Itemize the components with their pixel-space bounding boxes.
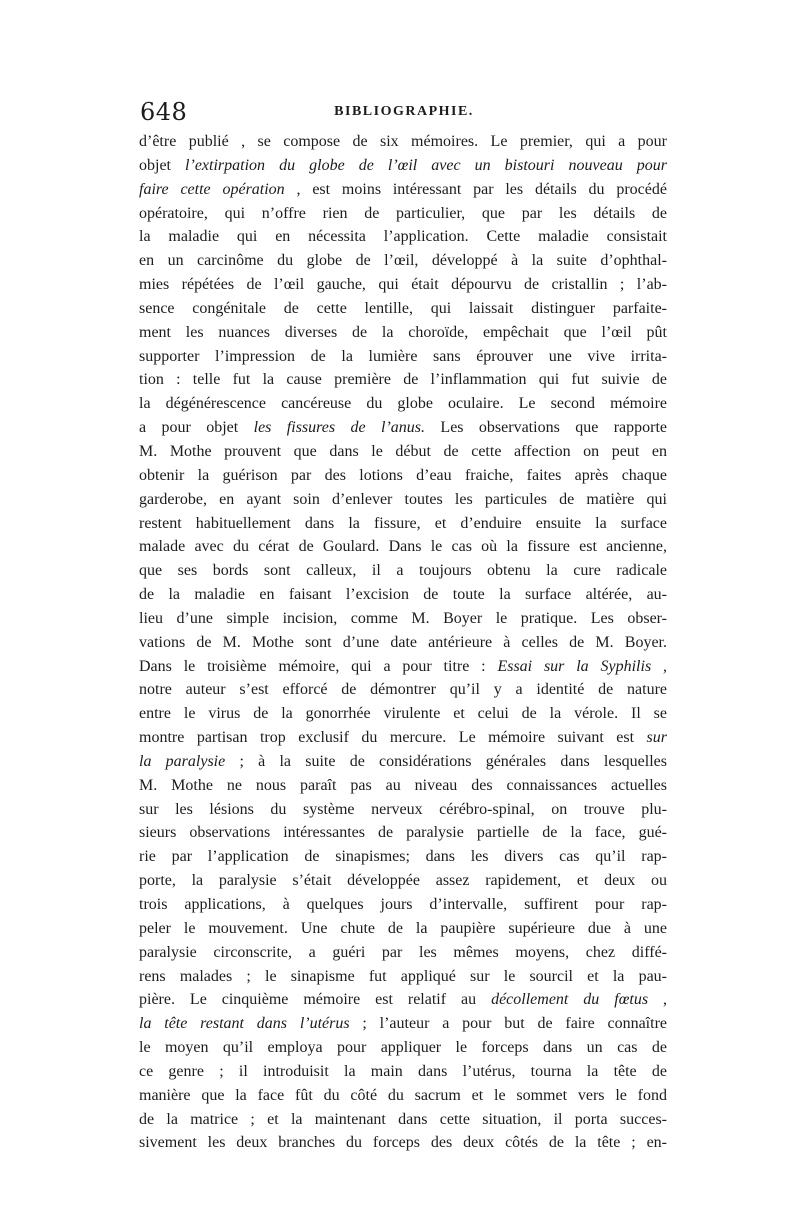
text-run: ; à la suite de considérations générales dans lesquelles (225, 752, 667, 770)
text-run: porte, la paralysie s’était développée assez rapidement, et deux ou (139, 872, 667, 890)
text-line (139, 631, 667, 655)
text-line (139, 845, 667, 869)
text-run: en un carcinôme du globe de l’œil, développé à la suite d’ophthal- (139, 252, 667, 270)
text-line (139, 488, 667, 512)
body-text (139, 130, 667, 1155)
text-line (139, 1131, 667, 1155)
text-run: entre le virus de la gonorrhée virulente et celui de la vérole. Il se (139, 705, 667, 723)
text-line (139, 535, 667, 559)
running-head: BIBLIOGRAPHIE. (334, 104, 474, 119)
text-run: restent habituellement dans la fissure, et d’enduire ensuite la surface (139, 514, 667, 532)
text-line (139, 1036, 667, 1060)
page-header (140, 97, 668, 127)
text-run: peler le mouvement. Une chute de la paupière supérieure due à une (139, 919, 667, 937)
text-run: ; l’auteur a pour but de faire connaître (349, 1015, 667, 1033)
text-line (139, 249, 667, 273)
text-line (139, 774, 667, 798)
text-run: Les observations que rapporte (425, 419, 667, 437)
text-line (139, 869, 667, 893)
text-run: sence congénitale de cette lentille, qui laissait distinguer parfaite- (139, 299, 667, 317)
italic-text: faire cette opération (139, 180, 285, 198)
text-line (139, 392, 667, 416)
text-line (139, 1060, 667, 1084)
text-line (139, 440, 667, 464)
text-run: opératoire, qui n’offre rien de particulier, que par les détails de (139, 204, 667, 222)
text-run: supporter l’impression de la lumière sans éprouver une vive irrita- (139, 347, 667, 365)
text-run: pière. Le cinquième mémoire est relatif au (139, 991, 492, 1009)
text-line (139, 917, 667, 941)
text-run: objet (139, 156, 186, 174)
text-run: de la matrice ; et la maintenant dans cette situation, il porta succes- (139, 1110, 667, 1128)
text-line (139, 798, 667, 822)
text-run: , (648, 991, 667, 1009)
text-line (139, 345, 667, 369)
text-line (139, 702, 667, 726)
text-line (139, 678, 667, 702)
text-run: malade avec du cérat de Goulard. Dans le cas où la fissure est ancienne, (139, 538, 667, 556)
text-line (139, 726, 667, 750)
text-line (139, 512, 667, 536)
text-line (139, 607, 667, 631)
italic-text: décollement du fœtus (491, 991, 649, 1009)
text-line (139, 202, 667, 226)
text-run: , (651, 657, 668, 675)
text-run: que ses bords sont calleux, il a toujours obtenu la cure radicale (139, 562, 667, 580)
text-run: garderobe, en ayant soin d’enlever toutes les particules de matière qui (139, 490, 667, 508)
text-run: la dégénérescence cancéreuse du globe oculaire. Le second mémoire (139, 395, 667, 413)
text-run: M. Mothe prouvent que dans le début de cette affection on peut en (139, 442, 667, 460)
text-run: Dans le troisième mémoire, qui a pour titre : (139, 657, 498, 675)
text-line (139, 583, 667, 607)
text-run: montre partisan trop exclusif du mercure. Le mémoire suivant est (139, 729, 647, 747)
text-line (139, 655, 667, 679)
text-line (139, 750, 667, 774)
text-line (139, 416, 667, 440)
text-line (139, 368, 667, 392)
text-line (139, 1084, 667, 1108)
text-run: trois applications, à quelques jours d’intervalle, suffirent pour rap- (139, 896, 667, 913)
text-run: d’être publié , se compose de six mémoires. Le premier, qui a pour (139, 133, 667, 150)
text-line (139, 130, 667, 154)
text-run: , est moins intéressant par les détails du procédé (284, 180, 667, 198)
text-run: tion : telle fut la cause première de l’inflammation qui fut suivie de (139, 371, 667, 389)
text-line (139, 154, 667, 178)
text-line (139, 1012, 667, 1036)
italic-text: l’extirpation du globe de l’œil avec un bistouri nouveau pour (185, 156, 667, 174)
italic-text: la tête restant dans l’utérus (139, 1015, 350, 1033)
text-run: mies répétées de l’œil gauche, qui était dépourvu de cristallin ; l’ab- (139, 276, 667, 294)
page-number: 648 (140, 98, 188, 126)
text-line (139, 559, 667, 583)
text-run: notre auteur s’est efforcé de démontrer qu’il y a identité de nature (139, 681, 667, 699)
text-run: manière que la face fût du côté du sacrum et le sommet vers le fond (139, 1086, 667, 1104)
text-run: sur les lésions du système nerveux cérébro-spinal, on trouve plu- (139, 800, 667, 818)
text-run: ce genre ; il introduisit la main dans l’utérus, tourna la tête de (139, 1062, 667, 1080)
text-run: paralysie circonscrite, a guéri par les mêmes moyens, chez diffé- (139, 943, 667, 961)
text-line (139, 297, 667, 321)
text-run: la maladie qui en nécessita l’application. Cette maladie consistait (139, 228, 667, 246)
text-run: de la maladie en faisant l’excision de toute la surface altérée, au- (139, 586, 667, 604)
text-line (139, 273, 667, 297)
italic-text: les fissures de l’anus. (253, 419, 426, 437)
text-run: le moyen qu’il employa pour appliquer le forceps dans un cas de (139, 1039, 667, 1057)
text-line (139, 821, 667, 845)
text-run: a pour objet (139, 419, 254, 437)
text-line (139, 941, 667, 965)
italic-text: la paralysie (139, 752, 226, 770)
text-run: vations de M. Mothe sont d’une date antérieure à celles de M. Boyer. (139, 633, 667, 651)
text-line (139, 1108, 667, 1132)
text-line (139, 464, 667, 488)
text-line (139, 225, 667, 249)
text-line (139, 965, 667, 989)
text-line (139, 893, 667, 917)
text-run: obtenir la guérison par des lotions d’eau fraiche, faites après chaque (139, 466, 667, 484)
text-run: sieurs observations intéressantes de paralysie partielle de la face, gué- (139, 824, 667, 842)
text-line (139, 178, 667, 202)
text-run: M. Mothe ne nous paraît pas au niveau des connaissances actuelles (139, 776, 667, 794)
text-run: sivement les deux branches du forceps des deux côtés de la tête ; en- (139, 1134, 667, 1152)
text-line (139, 988, 667, 1012)
text-line (139, 321, 667, 345)
italic-text: sur (646, 729, 667, 747)
italic-text: Essai sur la Syphilis (497, 657, 652, 675)
text-run: rens malades ; le sinapisme fut appliqué sur le sourcil et la pau- (139, 967, 667, 985)
text-run: rie par l’application de sinapismes; dans les divers cas qu’il rap- (139, 848, 667, 866)
text-run: lieu d’une simple incision, comme M. Boyer le pratique. Les obser- (139, 609, 667, 627)
text-run: ment les nuances diverses de la choroïde, empêchait que l’œil pût (139, 323, 667, 341)
